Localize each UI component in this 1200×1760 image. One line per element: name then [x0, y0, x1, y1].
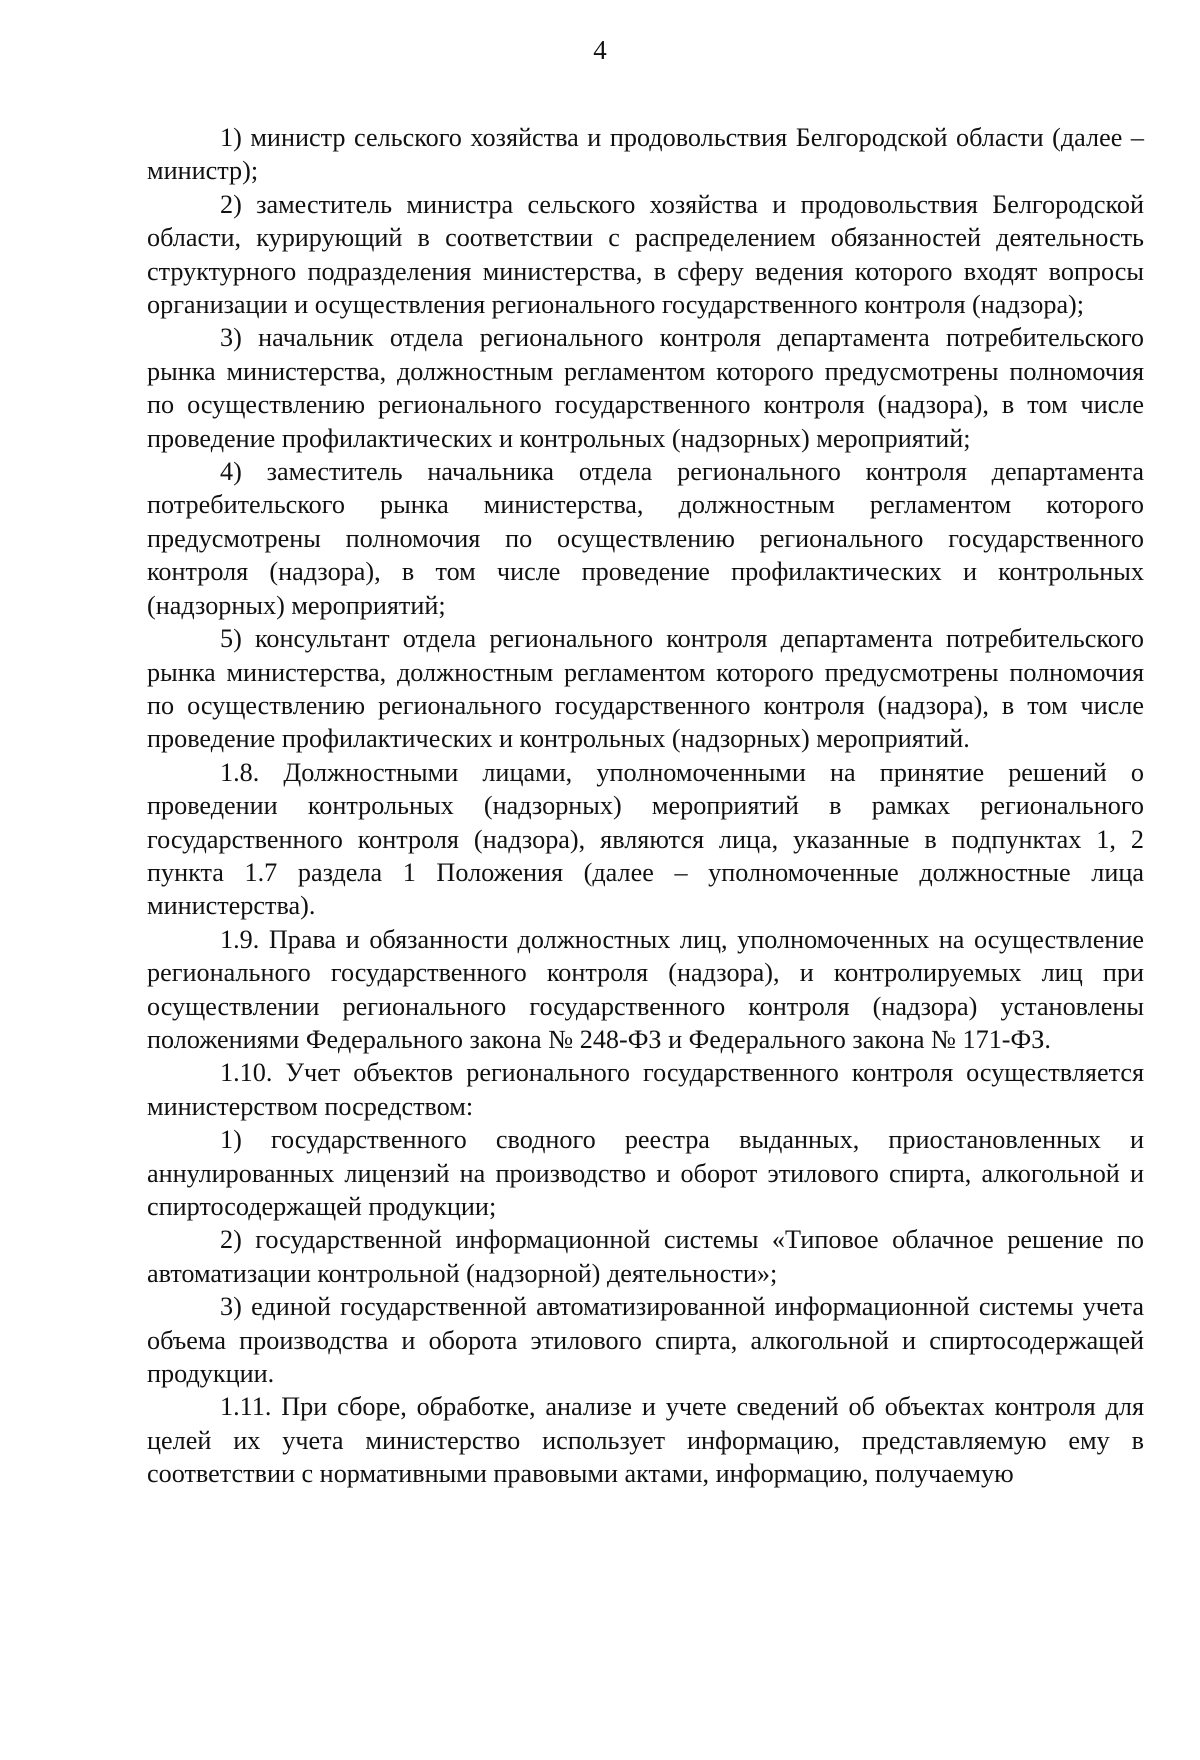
- list-item-minister: 1) министр сельского хозяйства и продовольствия Белгородской области (далее – министр);: [147, 123, 1144, 186]
- clause-1-11: 1.11. При сборе, обработке, анализе и учете сведений об объектах контроля для целей их учета министерство использует информацию, представляемую ему в соответствии с нормативными правовыми актами, информацию, получаемую: [147, 1392, 1144, 1489]
- list-item-license-registry: 1) государственного сводного реестра выданных, приостановленных и аннулированных лицензий на производство и оборот этилового спирта, алкогольной и спиртосодержащей продукции;: [147, 1125, 1144, 1221]
- clause-1-8: 1.8. Должностными лицами, уполномоченными на принятие решений о проведении контрольных (надзорных) мероприятий в рамках регионального государственного контроля (надзора), являются лица, указанные в подпунктах 1, 2 пункта 1.7 раздела 1 Положения (далее – уполномоченные должностные лица министерства).: [147, 757, 1144, 921]
- clause-1-10: 1.10. Учет объектов регионального государственного контроля осуществляется министерством посредством:: [147, 1058, 1144, 1121]
- list-item-egais: 3) единой государственной автоматизированной информационной системы учета объема производства и оборота этилового спирта, алкогольной и спиртосодержащей продукции.: [147, 1292, 1144, 1389]
- list-item-consultant: 5) консультант отдела регионального контроля департамента потребительского рынка министерства, должностным регламентом которого предусмотрены полномочия по осуществлению регионального государственного контроля (надзора), в том числе проведение профилактических и контрольных (надзорных) мероприятий.: [147, 624, 1144, 754]
- document-body: [147, 121, 1144, 1491]
- list-item-department-head: 3) начальник отдела регионального контроля департамента потребительского рынка министерства, должностным регламентом которого предусмотрены полномочия по осуществлению регионального государственного контроля (надзора), в том числе проведение профилактических и контрольных (надзорных) мероприятий;: [147, 323, 1144, 453]
- clause-1-9: 1.9. Права и обязанности должностных лиц, уполномоченных на осуществление регионального государственного контроля (надзора), и контролируемых лиц при осуществлении регионального государственного контроля (надзора) установлены положениями Федерального закона № 248-ФЗ и Федерального закона № 171-ФЗ.: [147, 924, 1144, 1054]
- list-item-deputy-minister: 2) заместитель министра сельского хозяйства и продовольствия Белгородской области, курирующий в соответствии с распределением обязанностей деятельность структурного подразделения министерства, в сферу ведения которого входят вопросы организации и осуществления регионального государственного контроля (надзора);: [147, 189, 1144, 320]
- list-item-cloud-system: 2) государственной информационной системы «Типовое облачное решение по автоматизации контрольной (надзорной) деятельности»;: [147, 1225, 1144, 1288]
- list-item-deputy-head: 4) заместитель начальника отдела регионального контроля департамента потребительского рынка министерства, должностным регламентом которого предусмотрены полномочия по осуществлению регионального государственного контроля (надзора), в том числе проведение профилактических и контрольных (надзорных) мероприятий;: [147, 457, 1144, 620]
- page-number: 4: [593, 35, 607, 65]
